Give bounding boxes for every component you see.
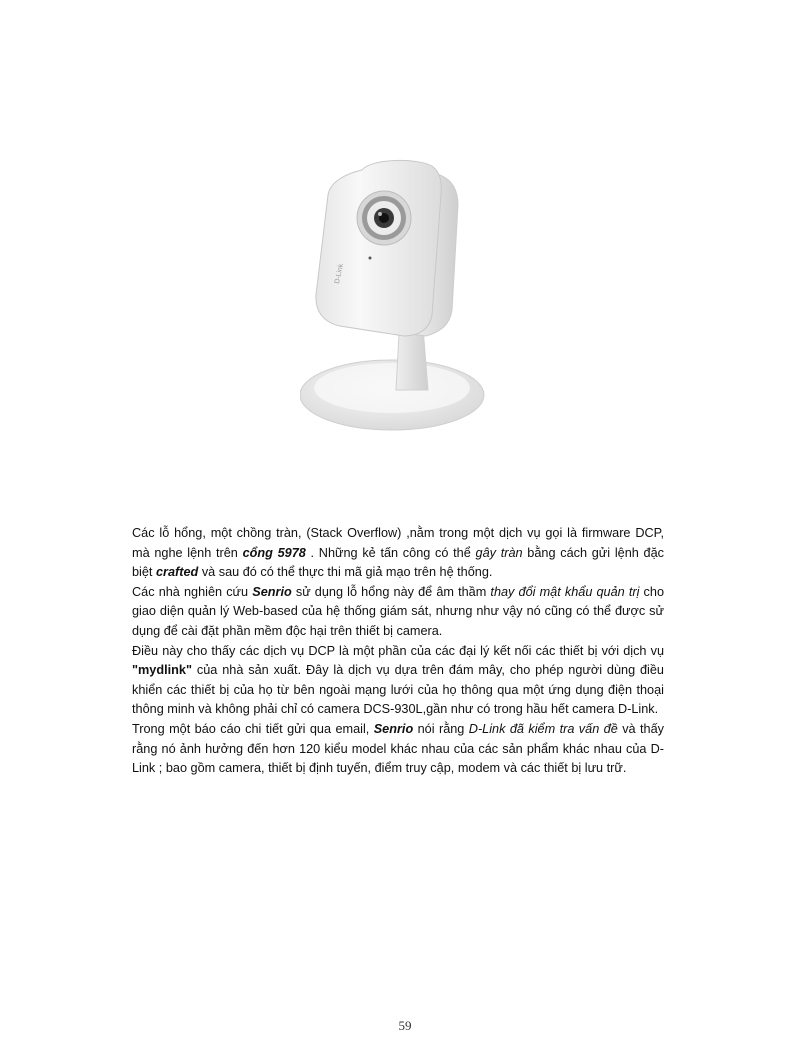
camera-figure [300, 150, 500, 450]
text-run: và sau đó có thể thực thi mã giả mạo trên hệ thống. [198, 565, 493, 580]
emphasis-senrio: Senrio [252, 584, 292, 599]
paragraph-1 [132, 524, 664, 583]
emphasis-crafted: crafted [155, 565, 199, 580]
text-run: sử dụng lỗ hổng này để âm thầm [291, 584, 491, 599]
camera-brand-logo: D-Link [334, 263, 346, 285]
text-run: và thấy rằng nó ảnh hưởng đến hơn 120 kiểu model khác nhau của các sản phẩm khác nhau của D-Link ; bao gồm camera, thiết bị định tuyến, điểm truy cập, modem và các thiết bị lưu trữ. [132, 721, 665, 776]
text-run: Các nhà nghiên cứu [132, 584, 253, 599]
emphasis-dlink-check: D-Link đã kiểm tra vấn đề [468, 721, 618, 736]
camera-illustration [300, 150, 500, 450]
emphasis-password: thay đổi mật khẩu quản trị [490, 584, 640, 599]
text-run: bằng cách gửi lệnh đặc biệt [132, 545, 664, 580]
page-number: 59 [398, 1018, 412, 1033]
text-run: Các lỗ hổng, một chồng tràn, (Stack Overflow) ,nằm trong một dịch vụ gọi là firmware DCP, mà nghe lệnh trên [132, 526, 664, 560]
emphasis-senrio: Senrio [373, 721, 414, 736]
text-run: . Những kẻ tấn công có thể [305, 545, 476, 560]
paragraph-3 [132, 642, 664, 720]
emphasis-mydlink: "mydlink" [132, 663, 192, 678]
emphasis-overflow: gây tràn [475, 545, 523, 560]
text-run: Điều này cho thấy các dịch vụ DCP là một phần của các đại lý kết nối các thiết bị với dịch vụ [132, 643, 664, 658]
paragraph-4 [132, 720, 664, 779]
text-run: Trong một báo cáo chi tiết gửi qua email, [132, 721, 374, 736]
article-body [132, 524, 664, 779]
paragraph-2 [132, 583, 664, 642]
text-run: cho giao diện quản lý Web-based của hệ thống giám sát, nhưng như vậy nó cũng có thể được sử dụng để cài đặt phần mềm độc hại trên thiết bị camera. [132, 584, 665, 638]
text-run: nói rằng [413, 721, 469, 736]
text-run: của nhà sản xuất. Đây là dịch vụ dựa trên đám mây, cho phép người dùng điều khiển các thiết bị của họ từ bên ngoài mạng lưới của họ thông qua một ứng dụng điện thoại thông minh và không phải chỉ có camera DCS-930L,gần như có trong hầu hết camera D-Link. [132, 663, 664, 717]
emphasis-port: cổng 5978 [242, 545, 306, 560]
